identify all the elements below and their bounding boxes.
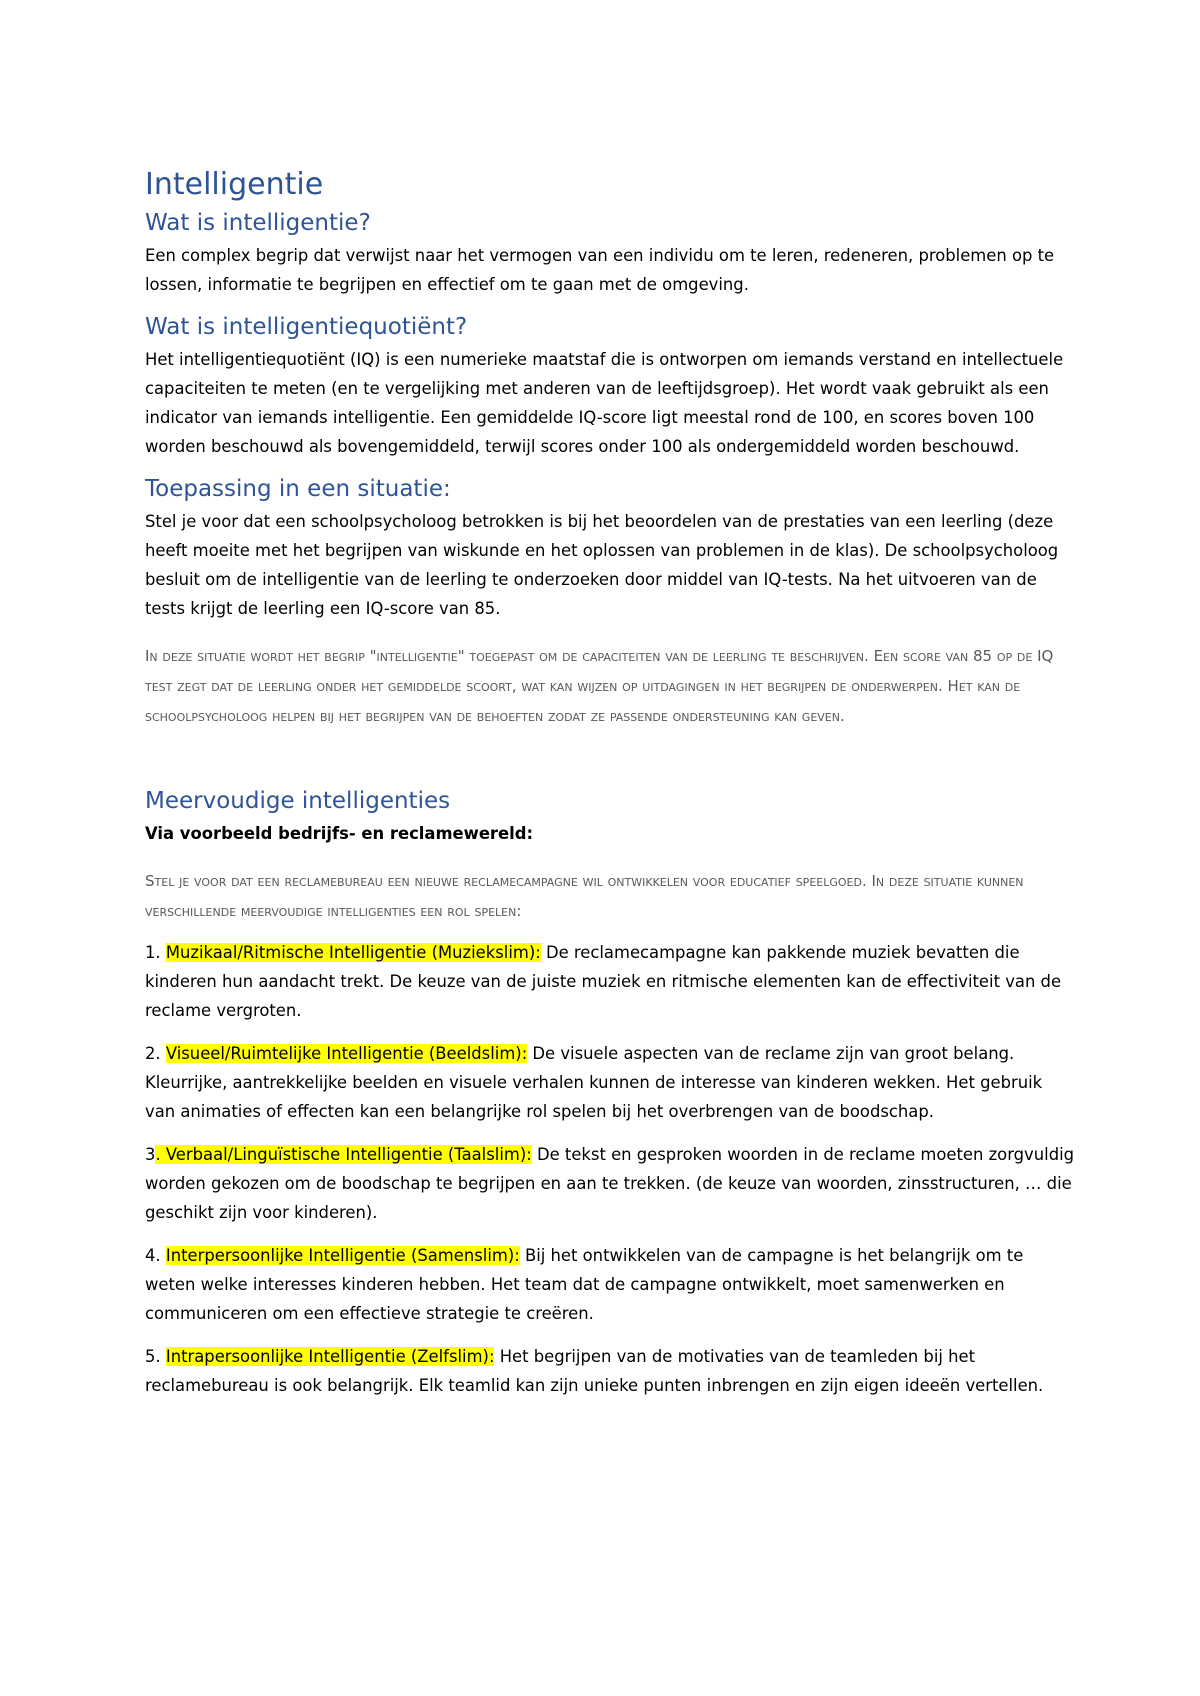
list-item-label: Muzikaal/Ritmische Intelligentie (Muziekslim):	[165, 943, 541, 962]
document-title: Intelligentie	[145, 167, 324, 202]
list-item-text: De tekst en gesproken woorden in de reclame moeten zorgvuldig worden gekozen om de boodschap te begrijpen en aan te trekken. (de keuze van woorden, zinsstructuren, … die geschikt zijn voor kinderen).	[145, 1145, 1075, 1222]
list-item-number: 5.	[145, 1347, 166, 1366]
list-item	[145, 1140, 1075, 1227]
heading-what-is-intelligence: Wat is intelligentie?	[145, 210, 371, 236]
list-item	[145, 1342, 1075, 1400]
list-item	[145, 1241, 1075, 1328]
list-item	[145, 938, 1075, 1025]
document-page	[145, 165, 1075, 1414]
list-item-label: Intrapersoonlijke Intelligentie (Zelfslim):	[165, 1347, 495, 1366]
list-item-number: 4.	[145, 1246, 166, 1265]
heading-application-colon: :	[443, 476, 451, 502]
intelligence-list	[145, 938, 1075, 1400]
list-item-text: De visuele aspecten van de reclame zijn van groot belang. Kleurrijke, aantrekkelijke beelden en visuele verhalen kunnen de interesse van kinderen wekken. Het gebruik van animaties of effecten kan een belangrijke rol spelen bij het overbrengen van de boodschap.	[145, 1044, 1043, 1121]
list-item-label: Interpersoonlijke Intelligentie (Samenslim):	[165, 1246, 520, 1265]
list-item-label: . Verbaal/Linguïstische Intelligentie (Taalslim):	[155, 1145, 532, 1164]
heading-what-is-iq: Wat is intelligentiequotiënt?	[145, 314, 468, 340]
paragraph-iq: Het intelligentiequotiënt (IQ) is een numerieke maatstaf die is ontworpen om iemands verstand en intellectuele capaciteiten te meten (en te vergelijking met anderen van de leeftijdsgroep). Het wordt vaak gebruikt als een indicator van iemands intelligentie. Een gemiddelde IQ-score ligt meestal rond de 100, en scores boven 100 worden beschouwd als bovengemiddeld, terwijl scores onder 100 als ondergemiddeld worden beschouwd.	[145, 350, 1064, 456]
list-item-label: Visueel/Ruimtelijke Intelligentie (Beeldslim):	[165, 1044, 528, 1063]
list-item-number: 2.	[145, 1044, 166, 1063]
paragraph-situation-note: In deze situatie wordt het begrip "intelligentie" toegepast om de capaciteiten van de leerling te beschrijven. Een score van 85 op de IQ test zegt dat de leerling onder het gemiddelde scoort, wat kan wijzen op uitdagingen in het begrijpen de onderwerpen. Het kan de schoolpsycholoog helpen bij het begrijpen van de behoeften zodat ze passende ondersteuning kan geven.	[145, 647, 1054, 725]
heading-application-text: Toepassing in een situatie	[145, 476, 443, 502]
paragraph-definition: Een complex begrip dat verwijst naar het vermogen van een individu om te leren, redeneren, problemen op te lossen, informatie te begrijpen en effectief om te gaan met de omgeving.	[145, 246, 1055, 294]
list-item-number: 3	[145, 1145, 156, 1164]
paragraph-situation: Stel je voor dat een schoolpsycholoog betrokken is bij het beoordelen van de prestaties van een leerling (deze heeft moeite met het begrijpen van wiskunde en het oplossen van problemen in de klas). De schoolpsycholoog besluit om de intelligentie van de leerling te onderzoeken door middel van IQ-tests. Na het uitvoeren van de tests krijgt de leerling een IQ-score van 85.	[145, 512, 1059, 618]
list-item-text: Het begrijpen van de motivaties van de teamleden bij het reclamebureau is ook belangrijk. Elk teamlid kan zijn unieke punten inbrengen en zijn eigen ideeën vertellen.	[145, 1347, 1044, 1395]
paragraph-intro: Stel je voor dat een reclamebureau een nieuwe reclamecampagne wil ontwikkelen voor educatief speelgoed. In deze situatie kunnen verschillende meervoudige intelligenties een rol spelen:	[145, 872, 1024, 920]
heading-multiple-intelligences: Meervoudige intelligenties	[145, 788, 451, 814]
list-item	[145, 1039, 1075, 1126]
subheading-example: Via voorbeeld bedrijfs- en reclamewereld:	[145, 824, 534, 843]
list-item-number: 1.	[145, 943, 166, 962]
heading-application	[145, 473, 1075, 505]
list-item-text: De reclamecampagne kan pakkende muziek bevatten die kinderen hun aandacht trekt. De keuze van de juiste muziek en ritmische elementen kan de effectiviteit van de reclame vergroten.	[145, 943, 1062, 1020]
list-item-text: Bij het ontwikkelen van de campagne is het belangrijk om te weten welke interesses kinderen hebben. Het team dat de campagne ontwikkelt, moet samenwerken en communiceren om een effectieve strategie te creëren.	[145, 1246, 1024, 1323]
